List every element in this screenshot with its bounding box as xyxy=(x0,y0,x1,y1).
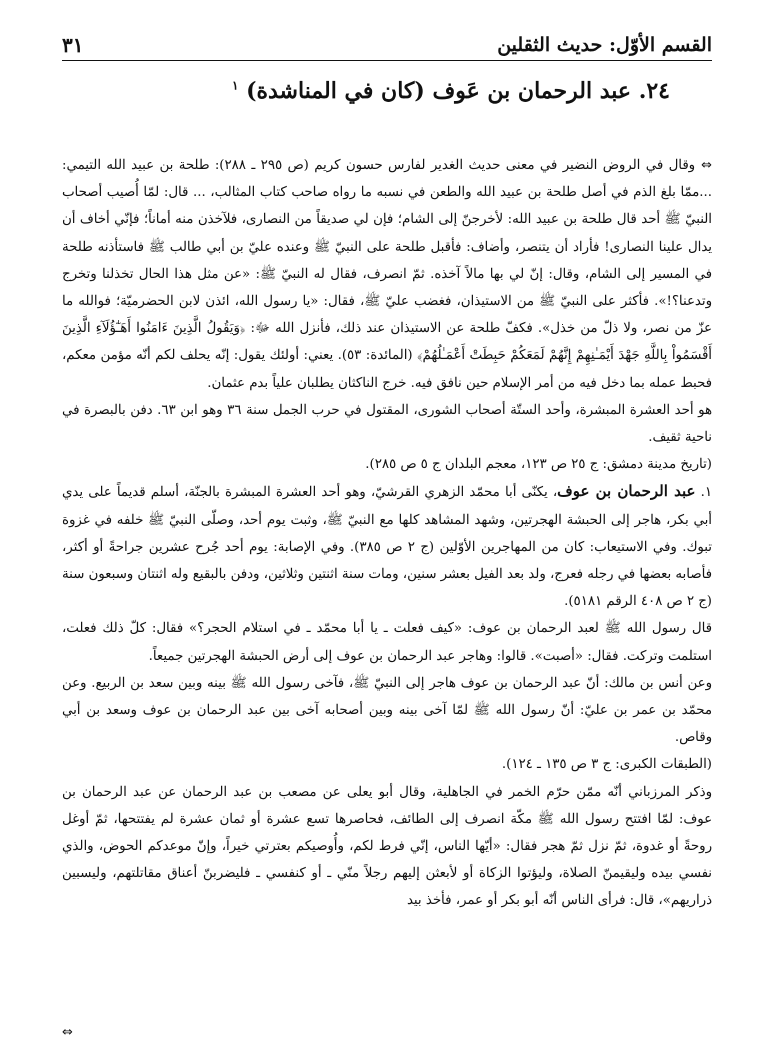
footnote-item xyxy=(62,478,712,615)
book-page xyxy=(62,0,712,1057)
footnote-text: ، يكنّى أبا محمّد الزهري القرشيّ، وهو أحد العشرة المبشرة بالجنّة، أسلم قديماً على يدي أبي بكر، هاجر إلى الحبشة الهجرتين، وشهد المشاهد كلها مع النبيّ ﷺ، وثبت يوم أحد، وصلّى النبيّ ﷺ خلفه في غزوة تبوك. وفي الاستيعاب: كان من المهاجرين الأوّلين (ج ٢ ص ٣٨٥). وفي الإصابة: يوم أحد جُرح عشرين جراحةً أو أكثر، فأصابه بعضها في رجله فعرج، ولد بعد الفيل بعشر سنين، ومات سنة اثنتين وثلاثين، ودفن بالبقيع وله اثنتان وسبعون سنة (ج ٢ ص ٤٠٨ الرقم ٥١٨١). xyxy=(62,485,713,610)
footnote-paragraph: هو أحد العشرة المبشرة، وأحد الستّة أصحاب الشورى، المقتول في حرب الجمل سنة ٣٦ وهو ابن ٦٣. دفن بالبصرة في ناحية ثقيف. xyxy=(62,402,712,446)
footnote-number: ١. xyxy=(700,485,712,501)
footnote-paragraph: (تاريخ مدينة دمشق: ج ٢٥ ص ١٢٣، معجم البلدان ج ٥ ص ٢٨٥). xyxy=(365,457,712,473)
page-number: ٣١ xyxy=(62,33,84,57)
footnote-text: وقال في الروض النضير في معنى حديث الغدير لفارس حسون كريم (ص ٢٩٥ ـ ٢٨٨): طلحة بن عبيد الله التيمي: ...ممّا بلغ الذم في أصل طلحة بن عبيد الله والطعن في نسبه ما رواه صاحب كتاب المثالب، ... قال: لمّا أُصيب أصحاب النبيّ ﷺ أحد قال طلحة بن عبيد الله: لأخرجنّ إلى الشام؛ فإن لي صديقاً من النصارى، فلآخذن منه أماناً؛ فإنّي أخاف أن يدال علينا النصارى! فأراد أن يتنصر، وأضاف: فأقبل طلحة على النبيّ ﷺ وعنده عليّ بن أبي طالب ﷺ فاستأذنه طلحة في المسير إلى الشام، وقال: إنّ لي بها مالاً آخذه. ثمّ انصرف، فقال له النبيّ ﷺ: «عن مثل هذا الحال تخذلنا وتخرج وتدعنا؟!». فأكثر على النبيّ ﷺ من الاستيذان، فغضب عليّ ﷺ، فقال: «يا رسول الله، ائذن لابن الحضرميّة؛ فوالله ما عزّ من نصر، ولا ذلّ من خذل». فكفّ طلحة عن الاستيذان عند ذلك، فأنزل الله ﷻ: ﴿وَيَقُولُ الَّذِينَ ءَامَنُوا أَهَـٰٓؤُلَآءِ الَّذِينَ أَقْسَمُواْ بِاللَّهِ جَهْدَ أَيْمَـٰنِهِمْ إِنَّهُمْ لَمَعَكُمْ حَبِطَتْ أَعْمَـٰلُهُمْ﴾ (المائدة: ٥٣). يعني: أولئك يقول: إنّه يحلف لكم أنّه مؤمن معكم، فحبط عمله بما دخل فيه من أمر الإسلام حين نافق فيه. خرج الناكثان يطلبان علياً بدم عثمان. xyxy=(62,158,712,391)
footnote-name: عبد الرحمان بن عوف xyxy=(557,482,696,501)
section-heading xyxy=(232,78,670,104)
footnote-paragraph: قال رسول الله ﷺ لعبد الرحمان بن عوف: «كيف فعلت ـ يا أبا محمّد ـ في استلام الحجر؟» فقال: كلّ ذلك فعلت، استلمت وتركت. فقال: «أصبت». قالوا: وهاجر عبد الرحمان بن عوف إلى أرض الحبشة الهجرتين جميعاً. xyxy=(62,621,712,664)
double-arrow-icon: ⇔ xyxy=(62,1025,73,1040)
footnote-paragraph: وذكر المرزباني أنّه ممّن حرّم الخمر في الجاهلية، وقال أبو يعلى عن مصعب بن عبد الرحمان عن عبد الرحمان بن عوف: لمّا افتتح رسول الله ﷺ مكّة انصرف إلى الطائف، فحاصرها تسع عشرة أو ثمان عشرة لم يفتتحها، ثمّ أوغل روحةً أو غدوة، ثمّ نزل ثمّ هجر فقال: «أيّها الناس، إنّي فرط لكم، وأُوصيكم بعترتي خيراً، وإنّ موعدكم الحوض، والذي نفسي بيده وليقيمنّ الصلاة، وليؤتوا الزكاة أو لأبعثن إليهم رجلاً منّي ـ أو كنفسي ـ فليضربنّ أعناق مقاتلتهم، وليسبين ذراريهم»، قال: فرأى الناس أنّه أبو بكر أو عمر، فأخذ بيد xyxy=(62,784,712,909)
running-header xyxy=(62,30,712,61)
footnote-paragraph: (الطبقات الكبرى: ج ٣ ص ١٣٥ ـ ١٢٤). xyxy=(501,757,712,773)
section-heading-text: ٢٤. عبد الرحمان بن عَوف (كان في المناشدة) xyxy=(246,78,670,104)
footnote-paragraph: وعن أنس بن مالك: أنّ عبد الرحمان بن عوف هاجر إلى النبيّ ﷺ، فآخى رسول الله ﷺ بينه وبين سعد بن الربيع. وعن محمّد بن عمر بن عليّ: أنّ رسول الله ﷺ لمّا آخى بينه وبين أصحابه آخى بين عبد الرحمان بن عوف وسعد بن أبي وقاص. xyxy=(62,675,712,746)
footnotes xyxy=(62,152,712,915)
header-title: القسم الأوّل: حديث الثقلين xyxy=(497,34,712,56)
footnote-marker: ١ xyxy=(231,78,239,93)
footnote-paragraph xyxy=(62,152,712,397)
double-arrow-icon: ⇔ xyxy=(701,158,712,173)
